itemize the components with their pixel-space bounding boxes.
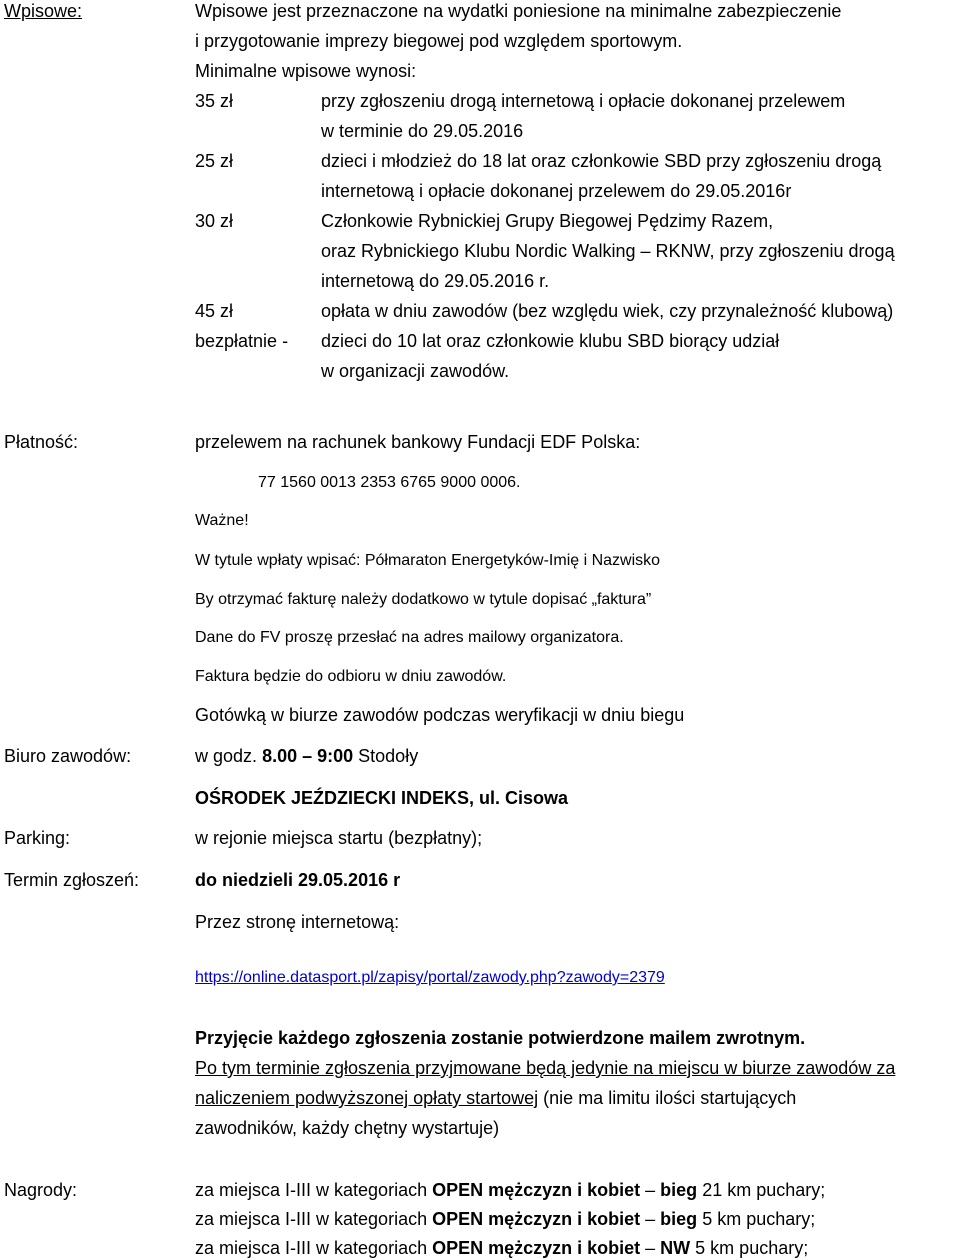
note-fv-data: Dane do FV proszę przesłać na adres mailowy organizatora. [195, 629, 624, 646]
fee-desc-35-line1: przy zgłoszeniu drogą internetową i opłacie dokonanej przelewem [321, 91, 846, 111]
fee-desc-45: opłata w dniu zawodów (bez względu wiek, czy przynależność klubową) [321, 301, 894, 321]
fee-desc-free-line1: dzieci do 10 lat oraz członkowie klubu SBD biorący udział [321, 331, 780, 351]
biuro-label: Biuro zawodów: [4, 746, 132, 766]
bank-account-number: 77 1560 0013 2353 6765 9000 0006. [258, 474, 521, 491]
parking-label: Parking: [4, 828, 71, 848]
wpisowe-intro-3: Minimalne wpisowe wynosi: [195, 61, 417, 81]
parking-text: w rejonie miejsca startu (bezpłatny); [195, 828, 483, 848]
confirm-text: Przyjęcie każdego zgłoszenia zostanie potwierdzone mailem zwrotnym. [195, 1028, 806, 1048]
registration-link[interactable] [195, 967, 665, 989]
termin-date: do niedzieli 29.05.2016 r [195, 870, 401, 890]
fee-desc-25-line2: internetową i opłacie dokonanej przelewem do 29.05.2016r [321, 181, 792, 201]
wpisowe-intro-1: Wpisowe jest przeznaczone na wydatki poniesione na minimalne zabezpieczenie [195, 1, 842, 21]
nagrody-label: Nagrody: [4, 1180, 78, 1200]
fee-amount-30: 30 zł [195, 211, 234, 231]
note-invoice-pickup: Faktura będzie do odbioru w dniu zawodów. [195, 668, 507, 685]
fee-desc-25-line1: dzieci i młodzież do 18 lat oraz członkowie SBD przy zgłoszeniu drogą [321, 151, 882, 171]
after-deadline-line2: naliczeniem podwyższonej opłaty startowej (nie ma limitu ilości startujących [195, 1088, 797, 1108]
note-title: W tytule wpłaty wpisać: Półmaraton Energetyków-Imię i Nazwisko [195, 552, 661, 569]
fee-amount-35: 35 zł [195, 91, 234, 111]
platnosc-label: Płatność: [4, 432, 79, 452]
prize-item: za miejsca I-III w kategoriach OPEN mężczyzn i kobiet – bieg 5 km puchary; [195, 1209, 816, 1229]
registration-url[interactable]: https://online.datasport.pl/zapisy/portal/zawody.php?zawody=2379 [195, 969, 665, 986]
prize-item: za miejsca I-III w kategoriach OPEN mężczyzn i kobiet – bieg 21 km puchary; [195, 1180, 826, 1200]
fee-desc-30-line3: internetową do 29.05.2016 r. [321, 271, 550, 291]
wazne-label: Ważne! [195, 512, 249, 529]
biuro-hours: w godz. 8.00 – 9:00 Stodoły [195, 746, 419, 766]
biuro-address: OŚRODEK JEŹDZIECKI INDEKS, ul. Cisowa [195, 788, 569, 808]
fee-amount-25: 25 zł [195, 151, 234, 171]
fee-desc-30-line1: Członkowie Rybnickiej Grupy Biegowej Pędzimy Razem, [321, 211, 774, 231]
wpisowe-intro-2: i przygotowanie imprezy biegowej pod względem sportowym. [195, 31, 683, 51]
fee-amount-45: 45 zł [195, 301, 234, 321]
termin-label: Termin zgłoszeń: [4, 870, 140, 890]
cash-payment: Gotówką w biurze zawodów podczas weryfikacji w dniu biegu [195, 705, 685, 725]
fee-desc-35-line2: w terminie do 29.05.2016 [321, 121, 524, 141]
platnosc-line: przelewem na rachunek bankowy Fundacji EDF Polska: [195, 432, 641, 452]
wpisowe-label: Wpisowe: [4, 1, 83, 21]
fee-amount-free: bezpłatnie - [195, 331, 289, 351]
fee-desc-free-line2: w organizacji zawodów. [321, 361, 510, 381]
prize-item: za miejsca I-III w kategoriach OPEN mężczyzn i kobiet – NW 5 km puchary; [195, 1238, 809, 1258]
note-invoice: By otrzymać fakturę należy dodatkowo w tytule dopisać „faktura” [195, 591, 652, 608]
after-deadline-line1: Po tym terminie zgłoszenia przyjmowane będą jedynie na miejscu w biurze zawodów za [195, 1058, 896, 1078]
fee-desc-30-line2: oraz Rybnickiego Klubu Nordic Walking – RKNW, przy zgłoszeniu drogą [321, 241, 895, 261]
after-deadline-line3: zawodników, każdy chętny wystartuje) [195, 1118, 500, 1138]
termin-via: Przez stronę internetową: [195, 912, 400, 932]
